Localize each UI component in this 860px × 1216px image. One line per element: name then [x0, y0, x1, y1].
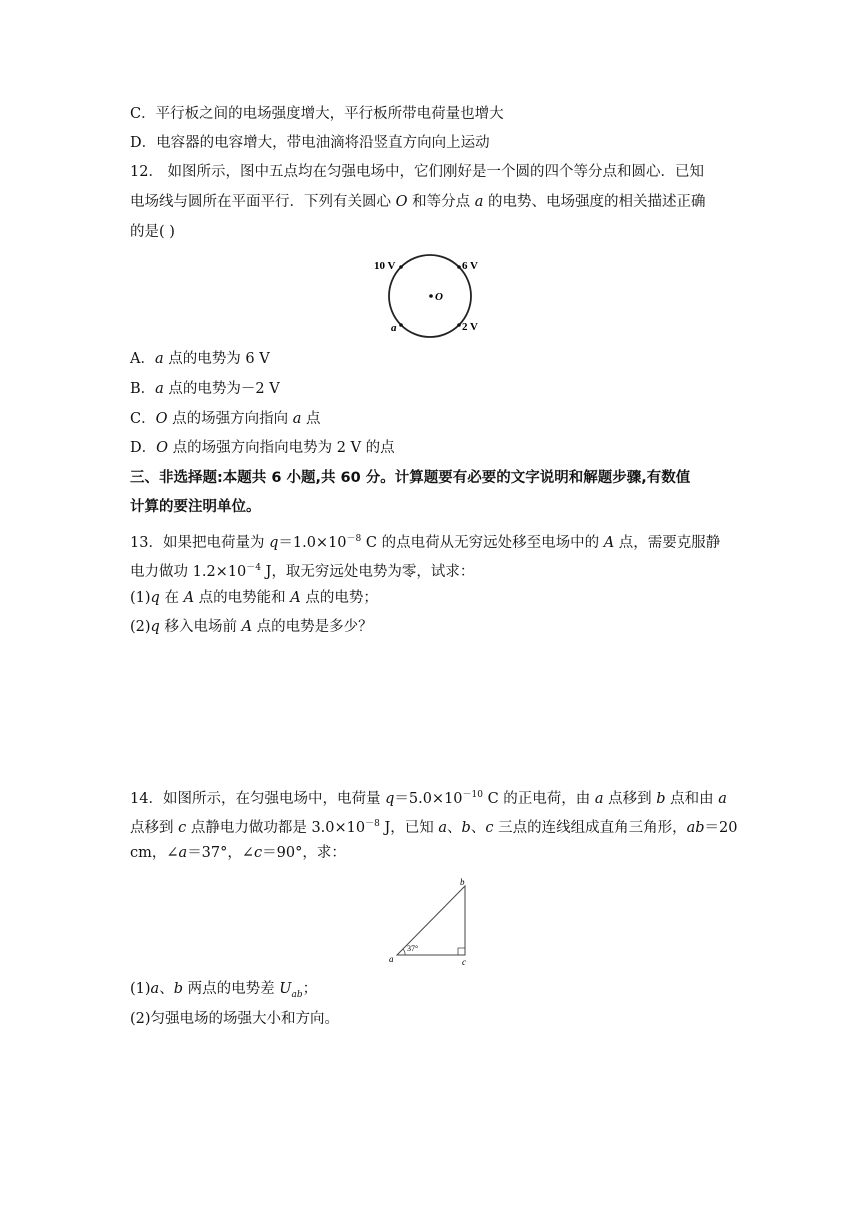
q12-option-a: A．a 点的电势为 6 V	[130, 351, 270, 367]
right-angle-mark	[458, 948, 465, 955]
q12-option-c: C．O 点的场强方向指向 a 点	[130, 411, 321, 427]
q12-circle-figure	[370, 254, 490, 340]
point-6v	[457, 265, 461, 269]
label-c: c	[462, 957, 466, 967]
point-10v	[399, 265, 403, 269]
label-a: a	[391, 322, 397, 334]
angle-arc	[403, 949, 405, 955]
point-2v	[457, 323, 461, 327]
label-2v: 2 V	[462, 321, 478, 333]
q14-stem-line1: 14．如图所示，在匀强电场中，电荷量 $q=5.0\times 10^{-10}$ C 的正电荷，由 a 点移到 b 点和由 a	[130, 790, 727, 807]
q14-triangle-figure	[385, 878, 475, 968]
q13-stem-line2: 电力做功 $1.2\times 10^{-4}$ J，取无穷远处电势为零，试求：	[130, 563, 475, 580]
label-a: a	[389, 954, 394, 964]
q12-stem-line3: 的是( )	[130, 224, 175, 240]
q14-part1: (1)a、b 两点的电势差 $U_{ab}$；	[130, 981, 318, 1000]
q11-option-c: C．平行板之间的电场强度增大，平行板所带电荷量也增大	[130, 106, 504, 122]
q11-option-d: D．电容器的电容增大，带电油滴将沿竖直方向向上运动	[130, 135, 490, 151]
point-a	[399, 323, 403, 327]
section3-heading-line1: 三、非选择题:本题共 6 小题,共 60 分。计算题要有必要的文字说明和解题步骤,有数值	[130, 470, 691, 486]
q13-part1: (1)q 在 A 点的电势能和 A 点的电势；	[130, 590, 378, 606]
q14-stem-line3: cm，∠a＝37°，∠c＝90°，求：	[130, 845, 346, 861]
q14-part2: (2)匀强电场的场强大小和方向。	[130, 1011, 340, 1027]
label-o: O	[435, 291, 443, 303]
label-angle: 37°	[407, 944, 419, 953]
q12-stem-line2: 电场线与圆所在平面平行．下列有关圆心 O 和等分点 a 的电势、电场强度的相关描述正确	[130, 194, 706, 210]
label-6v: 6 V	[462, 260, 478, 272]
label-10v: 10 V	[374, 260, 396, 272]
q13-stem-line1: 13．如果把电荷量为 $q=1.0\times 10^{-8}$ C 的点电荷从无穷远处移至电场中的 A 点，需要克服静	[130, 534, 721, 551]
point-o	[429, 294, 433, 298]
section3-heading-line2: 计算的要注明单位。	[130, 499, 261, 515]
label-b: b	[460, 878, 465, 887]
q12-option-d: D．O 点的场强方向指向电势为 2 V 的点	[130, 440, 395, 456]
q12-option-b: B．a 点的电势为－2 V	[130, 381, 280, 397]
q12-stem-line1: 12． 如图所示，图中五点均在匀强电场中，它们刚好是一个圆的四个等分点和圆心．已知	[130, 164, 705, 180]
q14-stem-line2: 点移到 c 点静电力做功都是 $3.0\times 10^{-8}$ J，已知 a、b、c 三点的连线组成直角三角形，ab＝20	[130, 819, 738, 836]
q13-part2: (2)q 移入电场前 A 点的电势是多少？	[130, 619, 373, 635]
